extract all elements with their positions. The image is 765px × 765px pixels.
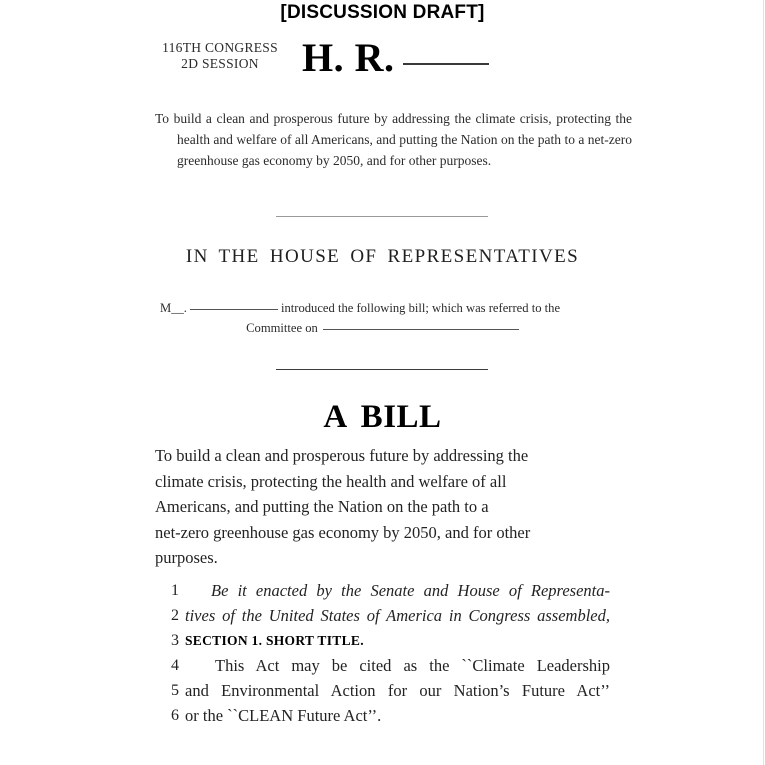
line-number: 4 — [171, 657, 179, 674]
bill-line — [155, 703, 610, 728]
bill-title-heading: A BILL — [323, 399, 442, 435]
line-number: 2 — [171, 607, 179, 624]
chamber-heading: IN THE HOUSE OF REPRESENTATIVES — [185, 246, 580, 267]
session-number: 2D SESSION — [181, 56, 259, 72]
line-number: 3 — [171, 632, 179, 649]
bill-line — [155, 678, 610, 703]
divider-rule-bottom — [276, 369, 488, 370]
bill-number-blank — [403, 62, 489, 65]
page-right-edge — [763, 0, 764, 765]
bill-line — [155, 628, 610, 653]
numbered-body-lines — [155, 578, 610, 728]
line-content: or the ``CLEAN Future Act’’. — [185, 706, 382, 725]
purpose-line: climate crisis, protecting the health and welfare of all — [155, 471, 507, 491]
line-number: 1 — [171, 582, 179, 599]
purpose-line: net-zero greenhouse gas economy by 2050, and for other — [155, 522, 531, 542]
sponsor-prefix: M__. — [160, 301, 187, 315]
masthead — [150, 35, 610, 98]
purpose-line: purposes. — [155, 548, 218, 568]
congress-session-block — [150, 40, 290, 73]
sponsor-referral-line — [160, 299, 605, 338]
divider-rule-top — [276, 216, 488, 217]
sponsor-name-blank — [190, 308, 278, 310]
line-content: tives of the United States of America in Congress assembled, — [185, 606, 610, 625]
line-number: 6 — [171, 707, 179, 724]
sponsor-referral-text: introduced the following bill; which was referred to the — [280, 301, 561, 315]
bill-purpose-paragraph — [155, 443, 633, 571]
bill-line — [155, 653, 610, 678]
congress-number: 116TH CONGRESS — [162, 40, 278, 55]
line-number: 5 — [171, 682, 179, 699]
committee-name-blank — [323, 328, 519, 330]
committee-label: Committee on — [246, 320, 318, 335]
section-heading: SECTION 1. SHORT TITLE. — [185, 633, 364, 648]
bill-designator-block — [302, 34, 489, 81]
purpose-line: To build a clean and prosperous future by addressing the — [155, 446, 529, 465]
line-content: Be it enacted by the Senate and House of Representa- — [211, 581, 610, 600]
bill-designator: H. R. — [302, 35, 395, 80]
bill-line — [155, 603, 610, 628]
bill-summary-paragraph: To build a clean and prosperous future by addressing the climate crisis, protecting the health and welfare of all Americans, and putting the Nation on the path to a net-zero greenhouse gas economy by 2050, and for other purposes. — [155, 111, 632, 168]
line-content: and Environmental Action for our Nation’s Future Act’’ — [185, 681, 610, 700]
bill-line — [155, 578, 610, 603]
line-content: This Act may be cited as the ``Climate Leadership — [215, 656, 610, 675]
purpose-line: Americans, and putting the Nation on the path to a — [155, 497, 489, 517]
discussion-draft-stamp: [DISCUSSION DRAFT] — [280, 2, 485, 23]
